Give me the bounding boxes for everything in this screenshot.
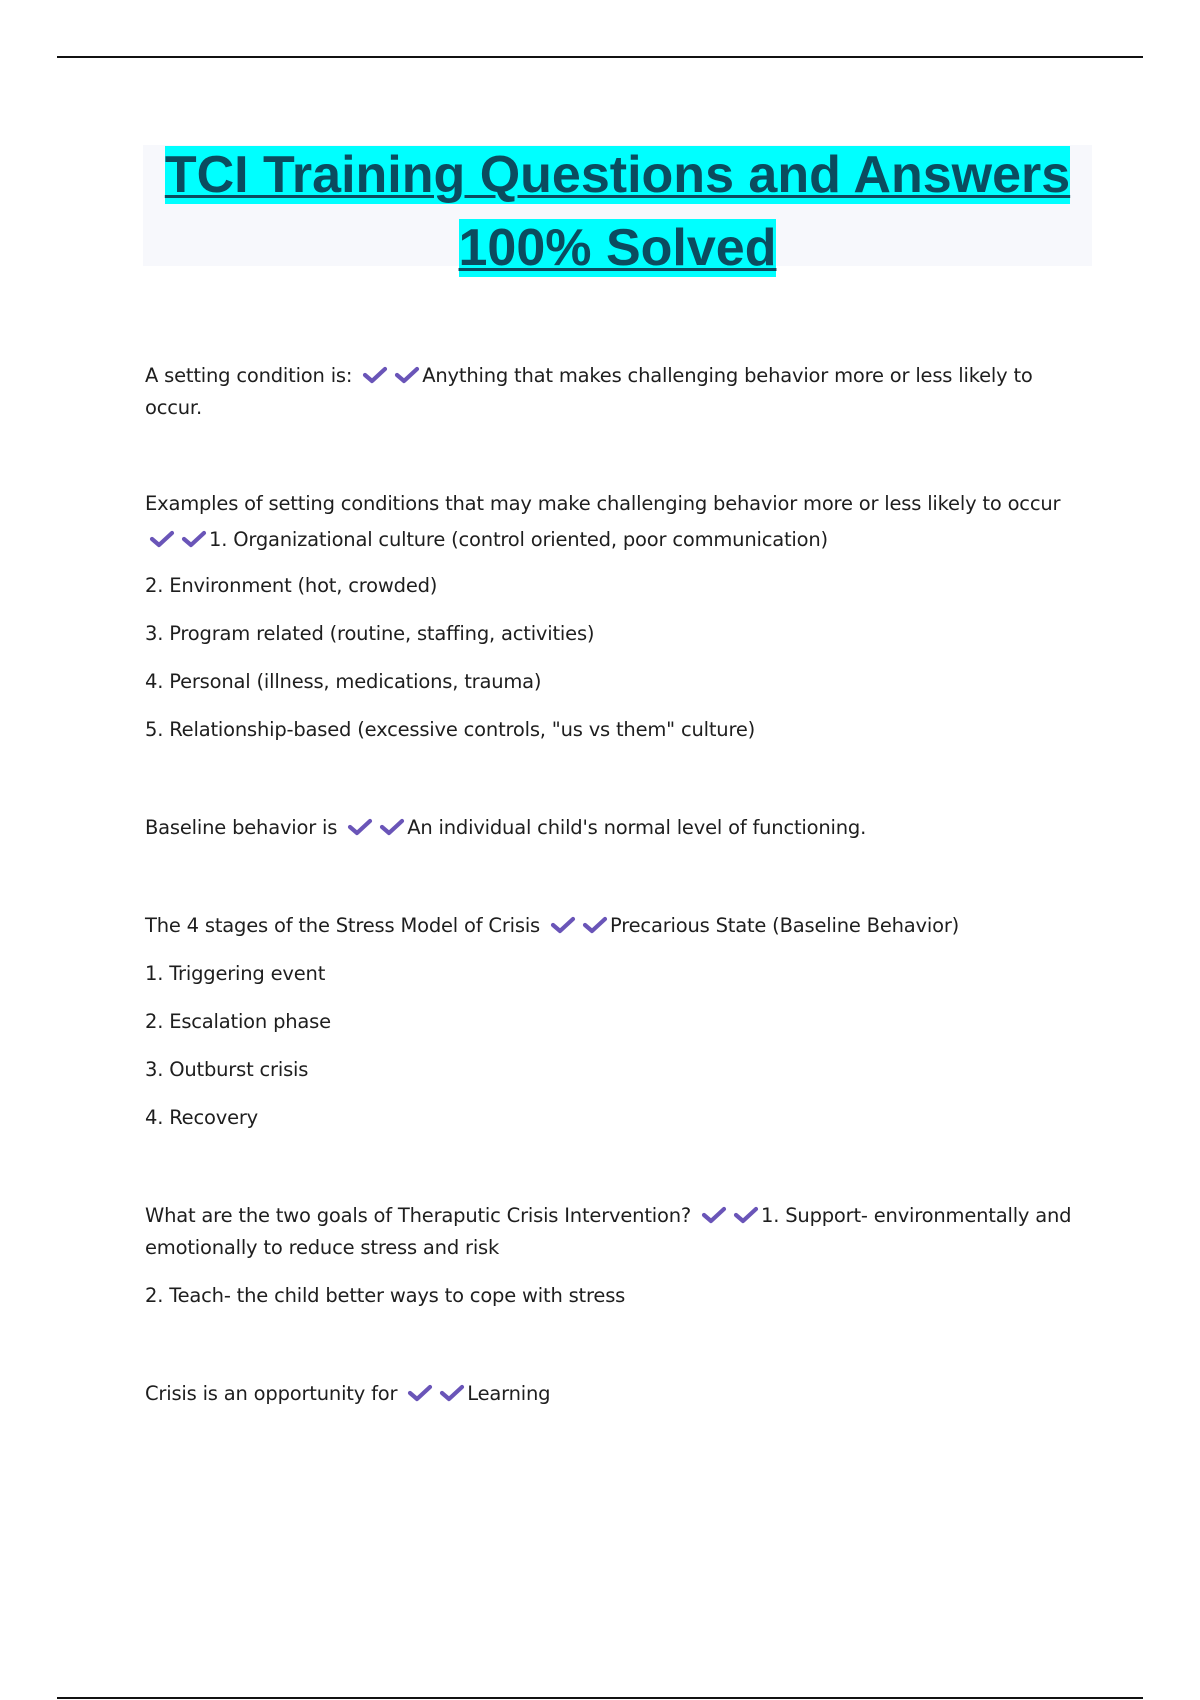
- check-icon: [394, 366, 420, 384]
- qa-item: [145, 910, 1085, 1134]
- answer-text: Anything that makes challenging behavior more or less likely to occur.: [145, 364, 1033, 419]
- qa-item: [145, 360, 1085, 424]
- check-icon: [347, 818, 373, 836]
- answer-text: 1. Organizational culture (control oriented, poor communication): [209, 528, 828, 551]
- question-text: What are the two goals of Theraputic Crisis Intervention?: [145, 1204, 692, 1227]
- top-rule: [57, 56, 1143, 58]
- answer-text: 1. Support- environmentally and emotionally to reduce stress and risk: [145, 1204, 1072, 1259]
- qa-item: [145, 1378, 1085, 1410]
- answer-list-item: 4. Personal (illness, medications, trauma): [145, 670, 542, 693]
- qa-item: [145, 1200, 1085, 1312]
- check-icon: [733, 1206, 759, 1224]
- qa-main: [145, 1200, 1085, 1264]
- qa-list: [145, 360, 1085, 1410]
- answer-list-item: 2. Teach- the child better ways to cope with stress: [145, 1284, 626, 1307]
- check-icon: [582, 916, 608, 934]
- question-text: Baseline behavior is: [145, 816, 338, 839]
- check-icon: [362, 366, 388, 384]
- question-text: A setting condition is:: [145, 364, 353, 387]
- answer-text: Precarious State (Baseline Behavior): [610, 914, 960, 937]
- bottom-rule: [57, 1697, 1143, 1699]
- check-icon: [379, 818, 405, 836]
- answer-list-item: 4. Recovery: [145, 1106, 259, 1129]
- answer-list-item: 2. Environment (hot, crowded): [145, 574, 438, 597]
- question-text: The 4 stages of the Stress Model of Crisis: [145, 914, 541, 937]
- qa-main: [145, 812, 1085, 844]
- qa-item: [145, 486, 1085, 746]
- qa-main: [145, 486, 1085, 558]
- answer-list-item: 2. Escalation phase: [145, 1010, 331, 1033]
- check-icon: [550, 916, 576, 934]
- page-title-line-1: TCI Training Questions and Answers: [164, 146, 1071, 204]
- title-block: [143, 145, 1092, 277]
- check-icon: [407, 1384, 433, 1402]
- qa-main: [145, 910, 1085, 942]
- question-text: Examples of setting conditions that may make challenging behavior more or less likely to occur: [145, 492, 1061, 515]
- question-text: Crisis is an opportunity for: [145, 1382, 398, 1405]
- check-icon: [701, 1206, 727, 1224]
- answer-list-item: 1. Triggering event: [145, 962, 326, 985]
- answer-list-item: 3. Program related (routine, staffing, activities): [145, 622, 595, 645]
- check-icon: [149, 530, 175, 548]
- answer-text: Learning: [467, 1382, 551, 1405]
- answer-list-item: 3. Outburst crisis: [145, 1058, 309, 1081]
- qa-item: [145, 812, 1085, 844]
- check-icon: [181, 530, 207, 548]
- page-title-line-2: 100% Solved: [458, 219, 777, 277]
- qa-main: [145, 360, 1085, 424]
- qa-main: [145, 1378, 1085, 1410]
- answer-list-item: 5. Relationship-based (excessive controls, "us vs them" culture): [145, 718, 756, 741]
- answer-text: An individual child's normal level of functioning.: [407, 816, 867, 839]
- check-icon: [439, 1384, 465, 1402]
